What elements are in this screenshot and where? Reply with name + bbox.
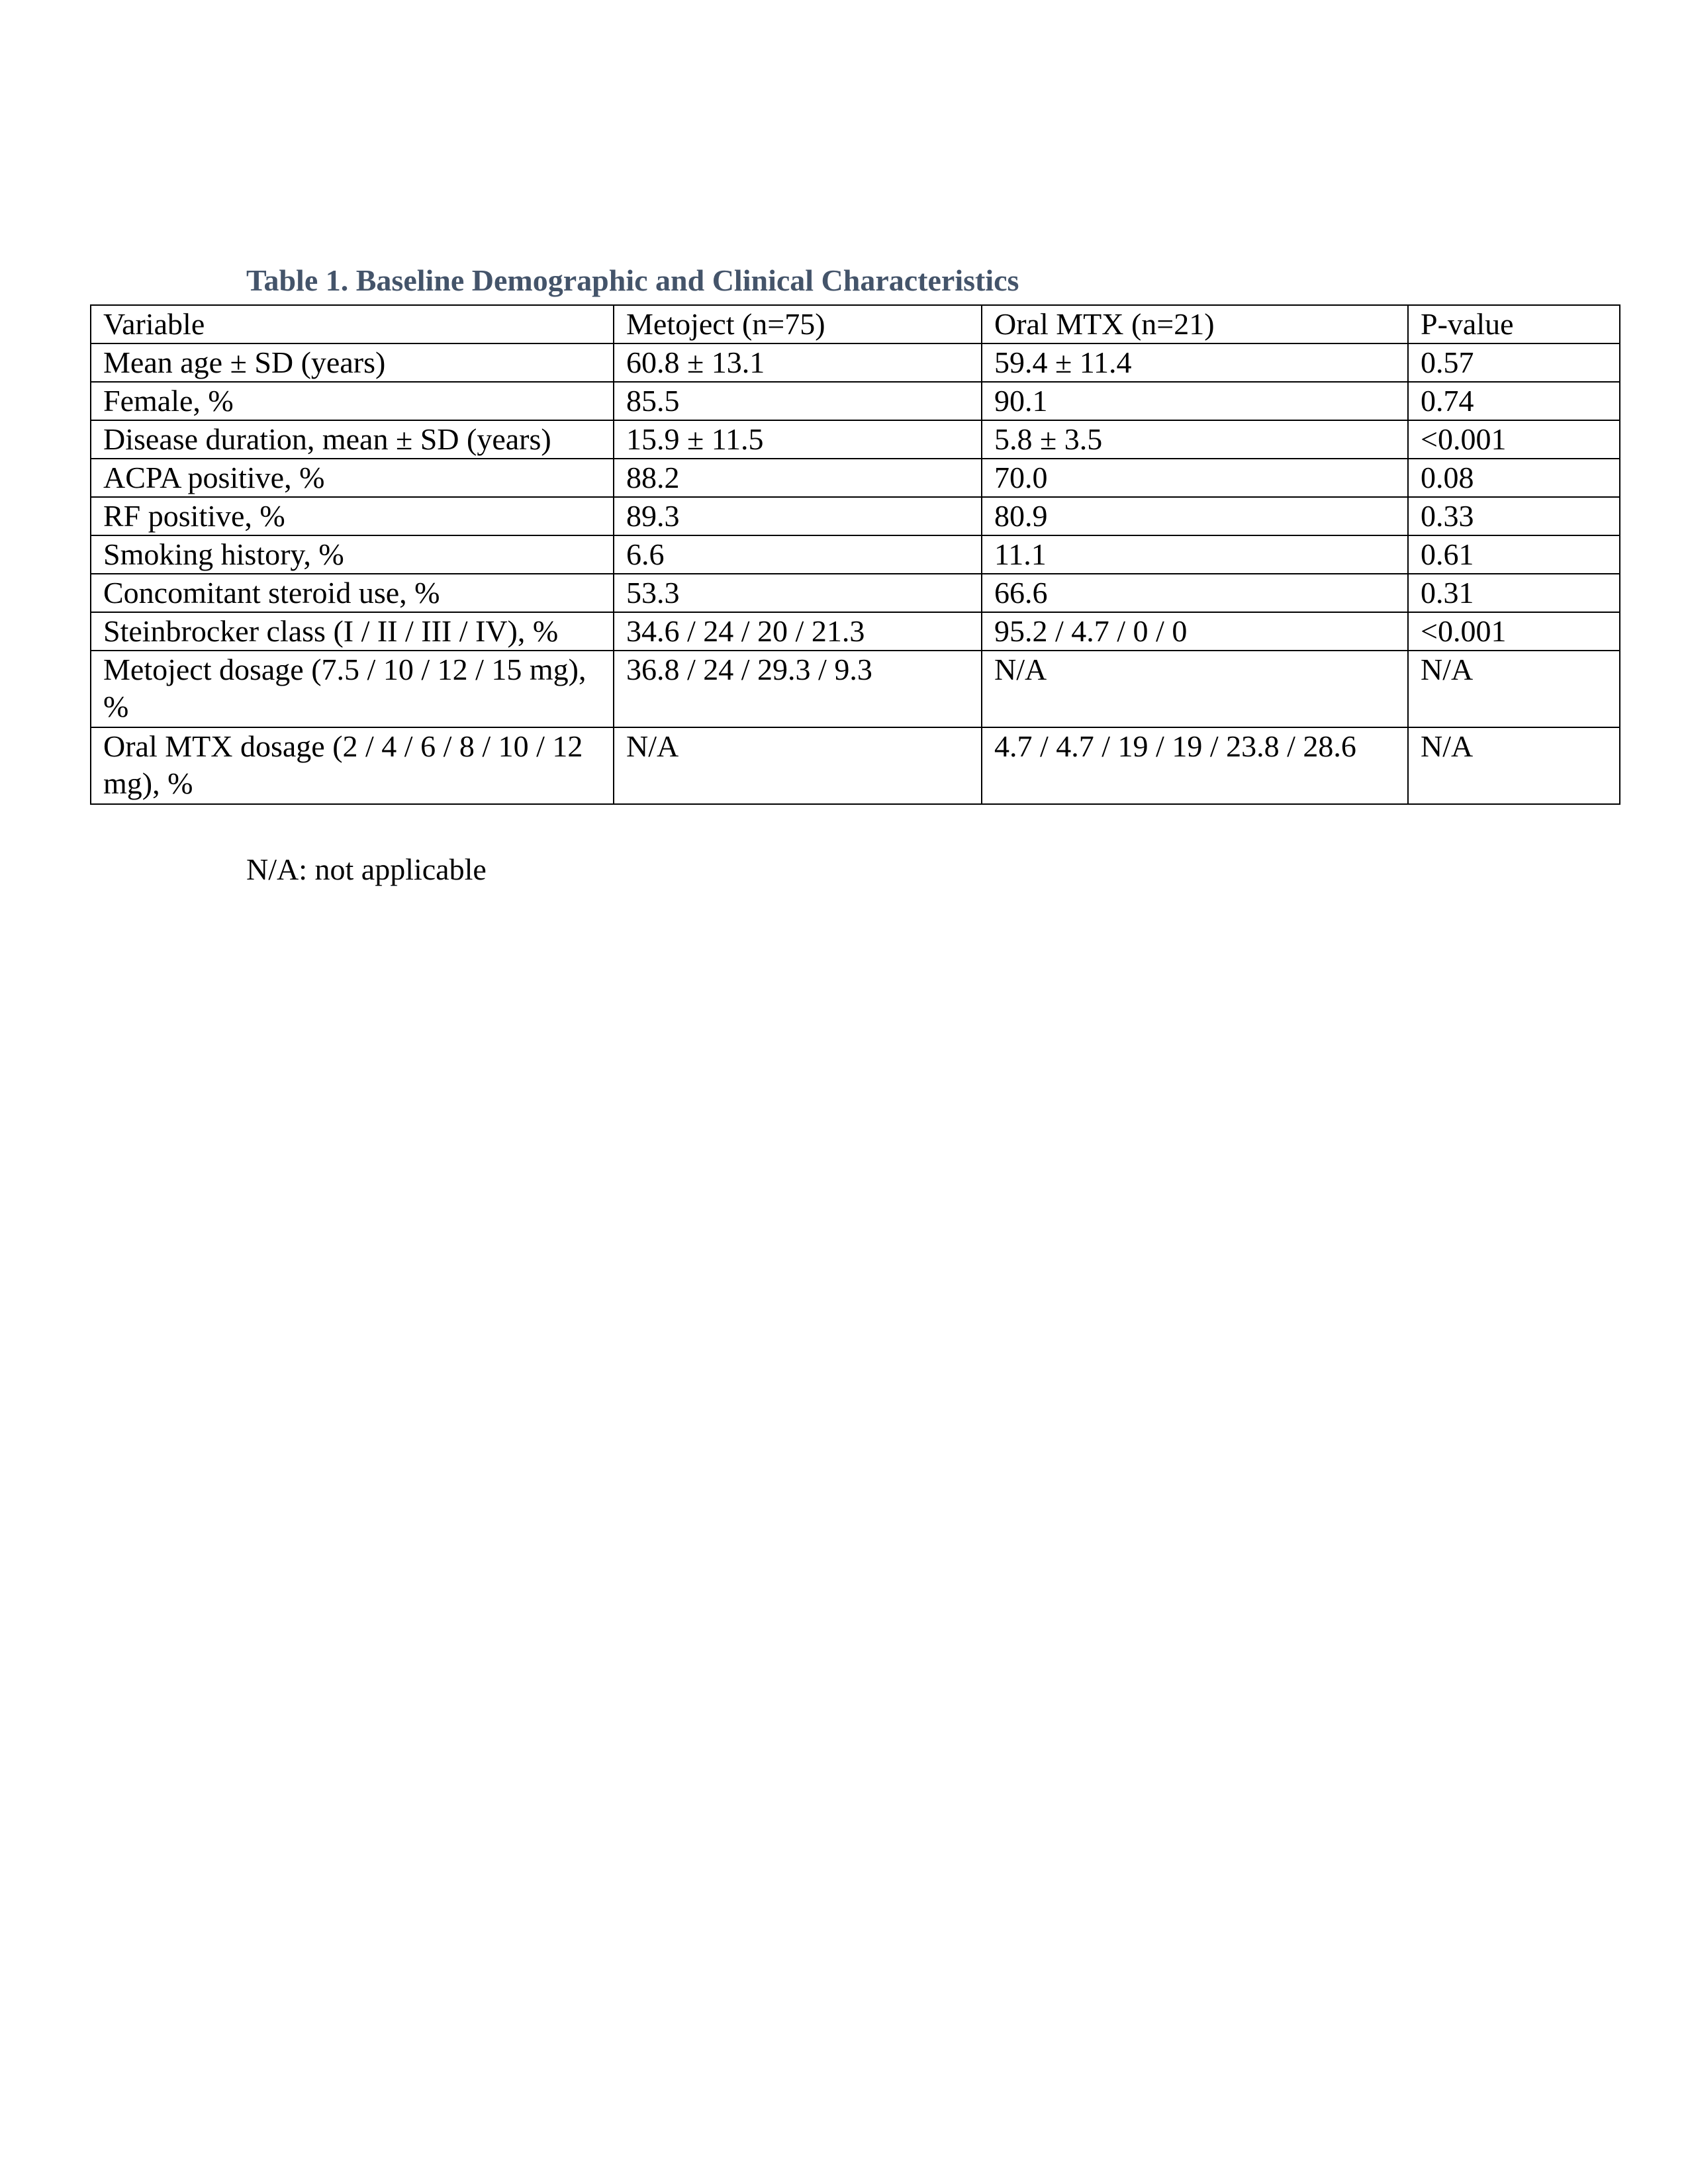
table-row bbox=[91, 574, 1620, 612]
table-header-row bbox=[91, 305, 1620, 343]
cell-variable: ACPA positive, % bbox=[91, 459, 614, 497]
cell-metoject: 53.3 bbox=[614, 574, 982, 612]
cell-oral-mtx: 66.6 bbox=[982, 574, 1408, 612]
header-metoject: Metoject (n=75) bbox=[614, 305, 982, 343]
cell-oral-mtx: 95.2 / 4.7 / 0 / 0 bbox=[982, 612, 1408, 651]
table-row bbox=[91, 459, 1620, 497]
cell-variable: RF positive, % bbox=[91, 497, 614, 535]
table-row bbox=[91, 612, 1620, 651]
table-row bbox=[91, 420, 1620, 459]
cell-metoject: 89.3 bbox=[614, 497, 982, 535]
table-row bbox=[91, 343, 1620, 382]
table-row bbox=[91, 651, 1620, 727]
cell-variable: Oral MTX dosage (2 / 4 / 6 / 8 / 10 / 12 mg), % bbox=[91, 727, 614, 804]
cell-oral-mtx: N/A bbox=[982, 651, 1408, 727]
table-row bbox=[91, 497, 1620, 535]
cell-p-value: <0.001 bbox=[1408, 612, 1620, 651]
cell-variable: Disease duration, mean ± SD (years) bbox=[91, 420, 614, 459]
header-variable: Variable bbox=[91, 305, 614, 343]
header-oral-mtx: Oral MTX (n=21) bbox=[982, 305, 1408, 343]
cell-p-value: 0.31 bbox=[1408, 574, 1620, 612]
cell-p-value: 0.61 bbox=[1408, 535, 1620, 574]
cell-p-value: 0.08 bbox=[1408, 459, 1620, 497]
cell-metoject: N/A bbox=[614, 727, 982, 804]
cell-p-value: 0.74 bbox=[1408, 382, 1620, 420]
cell-metoject: 15.9 ± 11.5 bbox=[614, 420, 982, 459]
cell-variable: Mean age ± SD (years) bbox=[91, 343, 614, 382]
header-p-value: P-value bbox=[1408, 305, 1620, 343]
cell-p-value: 0.33 bbox=[1408, 497, 1620, 535]
cell-p-value: N/A bbox=[1408, 727, 1620, 804]
cell-metoject: 6.6 bbox=[614, 535, 982, 574]
table-footnote: N/A: not applicable bbox=[246, 852, 487, 886]
cell-oral-mtx: 80.9 bbox=[982, 497, 1408, 535]
table-row bbox=[91, 727, 1620, 804]
cell-variable: Smoking history, % bbox=[91, 535, 614, 574]
cell-metoject: 36.8 / 24 / 29.3 / 9.3 bbox=[614, 651, 982, 727]
cell-oral-mtx: 4.7 / 4.7 / 19 / 19 / 23.8 / 28.6 bbox=[982, 727, 1408, 804]
cell-p-value: 0.57 bbox=[1408, 343, 1620, 382]
cell-variable: Female, % bbox=[91, 382, 614, 420]
cell-oral-mtx: 70.0 bbox=[982, 459, 1408, 497]
cell-p-value: N/A bbox=[1408, 651, 1620, 727]
baseline-characteristics-table bbox=[90, 304, 1620, 805]
cell-metoject: 60.8 ± 13.1 bbox=[614, 343, 982, 382]
table-row bbox=[91, 382, 1620, 420]
cell-oral-mtx: 5.8 ± 3.5 bbox=[982, 420, 1408, 459]
table-row bbox=[91, 535, 1620, 574]
table-title: Table 1. Baseline Demographic and Clinical Characteristics bbox=[246, 263, 1019, 297]
cell-variable: Concomitant steroid use, % bbox=[91, 574, 614, 612]
cell-metoject: 34.6 / 24 / 20 / 21.3 bbox=[614, 612, 982, 651]
cell-variable: Steinbrocker class (I / II / III / IV), % bbox=[91, 612, 614, 651]
cell-p-value: <0.001 bbox=[1408, 420, 1620, 459]
cell-metoject: 85.5 bbox=[614, 382, 982, 420]
cell-oral-mtx: 59.4 ± 11.4 bbox=[982, 343, 1408, 382]
cell-oral-mtx: 11.1 bbox=[982, 535, 1408, 574]
cell-metoject: 88.2 bbox=[614, 459, 982, 497]
cell-variable: Metoject dosage (7.5 / 10 / 12 / 15 mg), % bbox=[91, 651, 614, 727]
cell-oral-mtx: 90.1 bbox=[982, 382, 1408, 420]
